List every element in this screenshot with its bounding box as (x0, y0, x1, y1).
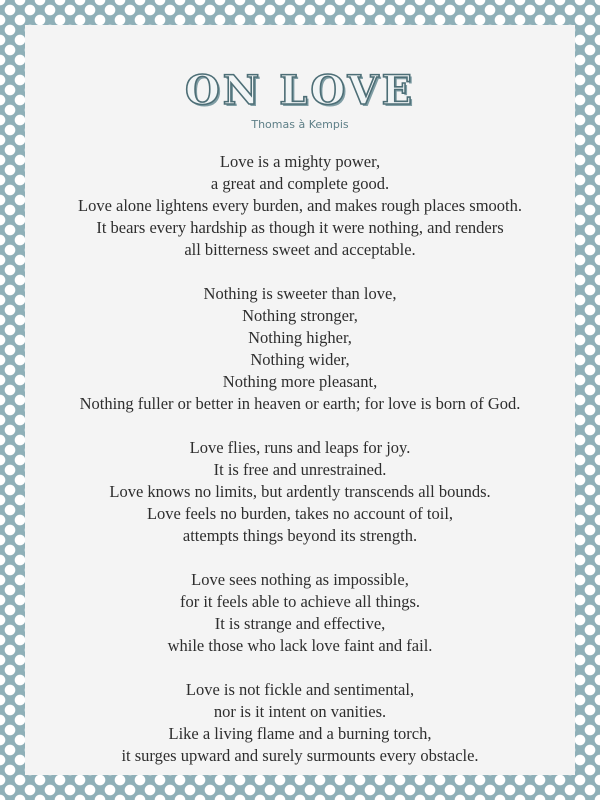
stanza-1 (25, 151, 575, 261)
poem-line: Nothing is sweeter than love, (203, 284, 397, 303)
poem-line: It bears every hardship as though it were nothing, and renders (96, 218, 504, 237)
stanza-2 (25, 283, 575, 415)
poem-line: for it feels able to achieve all things. (179, 592, 421, 611)
poem-line: Nothing more pleasant, (222, 372, 378, 391)
poem-line: Like a living flame and a burning torch, (168, 724, 432, 743)
poem-line: Love knows no limits, but ardently transcends all bounds. (109, 482, 491, 501)
poem-line: nor is it intent on vanities. (213, 702, 387, 721)
stanza-5 (25, 679, 575, 767)
poem-line: Love flies, runs and leaps for joy. (189, 438, 411, 457)
stanza-3 (25, 437, 575, 547)
poem-line: while those who lack love faint and fail. (167, 636, 433, 655)
poem-line: It is strange and effective, (214, 614, 386, 633)
poem-line: Nothing wider, (250, 350, 350, 369)
poem-line: it surges upward and surely surmounts every obstacle. (121, 746, 479, 765)
poem-line: Love alone lightens every burden, and makes rough places smooth. (77, 196, 522, 215)
poem-title: ON LOVE (184, 67, 416, 114)
poem-line: Nothing fuller or better in heaven or earth; for love is born of God. (79, 394, 521, 413)
stanza-4 (25, 569, 575, 657)
poem-card (25, 25, 575, 775)
poem-line: Nothing stronger, (242, 306, 358, 325)
poem-line: Love is a mighty power, (219, 152, 381, 171)
poem-line: Love is not fickle and sentimental, (185, 680, 415, 699)
poem-body (25, 151, 575, 789)
poem-line: a great and complete good. (210, 174, 390, 193)
poem-line: Love sees nothing as impossible, (191, 570, 409, 589)
poem-line: attempts things beyond its strength. (182, 526, 418, 545)
poem-line: all bitterness sweet and acceptable. (184, 240, 416, 259)
poem-line: It is free and unrestrained. (213, 460, 387, 479)
poem-line: Love feels no burden, takes no account of toil, (146, 504, 454, 523)
poem-line: Nothing higher, (248, 328, 352, 347)
poem-author: Thomas à Kempis (251, 118, 349, 131)
